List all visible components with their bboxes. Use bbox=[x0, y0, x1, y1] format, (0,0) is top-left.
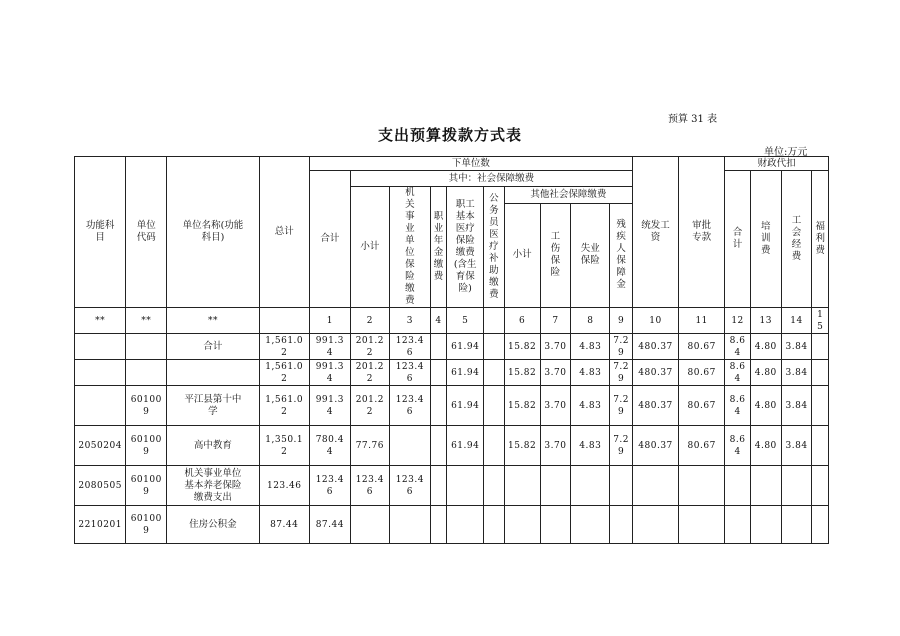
value-cell: 123.46 bbox=[350, 466, 389, 506]
value-cell: 480.37 bbox=[632, 360, 678, 386]
index-cell: 14 bbox=[781, 308, 812, 334]
value-cell: 3.84 bbox=[781, 386, 812, 426]
value-cell bbox=[430, 426, 446, 466]
value-cell: 4.80 bbox=[750, 426, 781, 466]
value-cell: 123.46 bbox=[389, 334, 430, 360]
index-cell: 13 bbox=[750, 308, 781, 334]
unit-name-cell bbox=[167, 360, 259, 386]
value-cell bbox=[812, 386, 829, 426]
index-cell: 8 bbox=[571, 308, 610, 334]
header-social-security: 其中：社会保障缴费 bbox=[350, 171, 632, 187]
value-cell bbox=[571, 506, 610, 544]
index-cell: 3 bbox=[389, 308, 430, 334]
unit-name-cell: 高中教育 bbox=[167, 426, 259, 466]
header-total: 总计 bbox=[259, 157, 309, 308]
value-cell: 4.83 bbox=[571, 386, 610, 426]
header-welfare: 福利费 bbox=[812, 171, 829, 308]
value-cell: 4.83 bbox=[571, 360, 610, 386]
value-cell bbox=[430, 334, 446, 360]
value-cell: 80.67 bbox=[679, 360, 725, 386]
value-cell bbox=[447, 506, 484, 544]
unit-name-cell: 住房公积金 bbox=[167, 506, 259, 544]
value-cell: 201.22 bbox=[350, 334, 389, 360]
value-cell: 3.84 bbox=[781, 426, 812, 466]
header-other-social: 其他社会保障缴费 bbox=[504, 187, 632, 204]
index-cell: 4 bbox=[430, 308, 446, 334]
header-unit-code: 单位代码 bbox=[126, 157, 167, 308]
value-cell: 3.70 bbox=[540, 360, 571, 386]
value-cell: 480.37 bbox=[632, 334, 678, 360]
value-cell bbox=[484, 334, 505, 360]
value-cell: 1,561.02 bbox=[259, 386, 309, 426]
value-cell bbox=[610, 466, 633, 506]
value-cell: 1,350.12 bbox=[259, 426, 309, 466]
value-cell bbox=[632, 466, 678, 506]
index-cell bbox=[484, 308, 505, 334]
index-cell: 15 bbox=[812, 308, 829, 334]
header-approved: 审批专款 bbox=[679, 157, 725, 308]
index-cell: 5 bbox=[447, 308, 484, 334]
value-cell bbox=[484, 506, 505, 544]
table-number: 预算 31 表 bbox=[668, 114, 718, 125]
unit-code-cell: 601009 bbox=[126, 426, 167, 466]
value-cell: 3.84 bbox=[781, 360, 812, 386]
value-cell: 4.80 bbox=[750, 386, 781, 426]
index-cell: ** bbox=[75, 308, 126, 334]
unit-name-cell: 合计 bbox=[167, 334, 259, 360]
value-cell: 123.46 bbox=[309, 466, 350, 506]
value-cell: 61.94 bbox=[447, 360, 484, 386]
value-cell bbox=[430, 360, 446, 386]
header-unit-name: 单位名称(功能科目) bbox=[167, 157, 259, 308]
value-cell: 61.94 bbox=[447, 426, 484, 466]
unit-name-cell: 机关事业单位基本养老保险缴费支出 bbox=[167, 466, 259, 506]
value-cell: 123.46 bbox=[389, 386, 430, 426]
func-code-cell bbox=[75, 360, 126, 386]
value-cell: 87.44 bbox=[259, 506, 309, 544]
value-cell bbox=[484, 360, 505, 386]
value-cell: 3.70 bbox=[540, 386, 571, 426]
value-cell bbox=[540, 466, 571, 506]
header-finance-withhold: 财政代扣 bbox=[725, 157, 829, 171]
value-cell bbox=[430, 386, 446, 426]
value-cell bbox=[430, 506, 446, 544]
index-cell: 7 bbox=[540, 308, 571, 334]
index-cell: 2 bbox=[350, 308, 389, 334]
value-cell: 15.82 bbox=[504, 386, 540, 426]
value-cell bbox=[350, 506, 389, 544]
value-cell: 7.29 bbox=[610, 360, 633, 386]
value-cell: 991.34 bbox=[309, 386, 350, 426]
value-cell bbox=[484, 466, 505, 506]
index-cell bbox=[259, 308, 309, 334]
value-cell bbox=[389, 506, 430, 544]
header-unified-salary: 统发工资 bbox=[632, 157, 678, 308]
value-cell bbox=[812, 426, 829, 466]
value-cell: 4.83 bbox=[571, 426, 610, 466]
value-cell: 4.80 bbox=[750, 360, 781, 386]
index-cell: 6 bbox=[504, 308, 540, 334]
value-cell: 1,561.02 bbox=[259, 360, 309, 386]
func-code-cell: 2080505 bbox=[75, 466, 126, 506]
value-cell: 4.80 bbox=[750, 334, 781, 360]
value-cell bbox=[430, 466, 446, 506]
value-cell: 7.29 bbox=[610, 334, 633, 360]
value-cell: 7.29 bbox=[610, 426, 633, 466]
value-cell bbox=[812, 334, 829, 360]
value-cell: 123.46 bbox=[389, 360, 430, 386]
value-cell bbox=[812, 466, 829, 506]
table-row bbox=[75, 426, 829, 466]
header-injury: 工伤保险 bbox=[540, 203, 571, 307]
header-pension: 机关事业单位保险缴费 bbox=[389, 187, 430, 308]
header-occupational: 职业年金缴费 bbox=[430, 187, 446, 308]
value-cell: 4.83 bbox=[571, 334, 610, 360]
value-cell: 8.64 bbox=[725, 360, 751, 386]
unit-code-cell: 601009 bbox=[126, 466, 167, 506]
value-cell: 61.94 bbox=[447, 334, 484, 360]
value-cell bbox=[679, 466, 725, 506]
value-cell bbox=[812, 506, 829, 544]
value-cell bbox=[725, 506, 751, 544]
value-cell bbox=[571, 466, 610, 506]
func-code-cell bbox=[75, 386, 126, 426]
value-cell: 780.44 bbox=[309, 426, 350, 466]
table-row bbox=[75, 466, 829, 506]
value-cell: 1,561.02 bbox=[259, 334, 309, 360]
value-cell bbox=[610, 506, 633, 544]
data-rows bbox=[75, 334, 829, 544]
value-cell: 3.84 bbox=[781, 334, 812, 360]
value-cell bbox=[750, 506, 781, 544]
value-cell: 80.67 bbox=[679, 426, 725, 466]
table-row bbox=[75, 360, 829, 386]
page-title: 支出预算拨款方式表 bbox=[377, 126, 522, 144]
unit-name-cell: 平江县第十中学 bbox=[167, 386, 259, 426]
index-cell: 10 bbox=[632, 308, 678, 334]
value-cell bbox=[632, 506, 678, 544]
value-cell bbox=[725, 466, 751, 506]
func-code-cell bbox=[75, 334, 126, 360]
value-cell: 8.64 bbox=[725, 426, 751, 466]
value-cell bbox=[484, 386, 505, 426]
value-cell: 201.22 bbox=[350, 360, 389, 386]
index-cell: ** bbox=[126, 308, 167, 334]
value-cell bbox=[540, 506, 571, 544]
budget-table bbox=[74, 156, 829, 544]
value-cell: 7.29 bbox=[610, 386, 633, 426]
value-cell bbox=[484, 426, 505, 466]
value-cell: 8.64 bbox=[725, 386, 751, 426]
value-cell bbox=[389, 426, 430, 466]
value-cell bbox=[504, 506, 540, 544]
table-header bbox=[75, 157, 829, 308]
value-cell: 80.67 bbox=[679, 386, 725, 426]
index-cell: 12 bbox=[725, 308, 751, 334]
value-cell bbox=[750, 466, 781, 506]
value-cell bbox=[679, 506, 725, 544]
value-cell: 123.46 bbox=[259, 466, 309, 506]
index-row-group bbox=[75, 308, 829, 334]
value-cell: 15.82 bbox=[504, 360, 540, 386]
header-disability: 残疾人保障金 bbox=[610, 203, 633, 307]
header-union: 工会经费 bbox=[781, 171, 812, 308]
func-code-cell: 2210201 bbox=[75, 506, 126, 544]
index-row bbox=[75, 308, 829, 334]
func-code-cell: 2050204 bbox=[75, 426, 126, 466]
value-cell: 77.76 bbox=[350, 426, 389, 466]
header-subtotal-all: 合计 bbox=[309, 171, 350, 308]
header-unemployment: 失业保险 bbox=[571, 203, 610, 307]
unit-label: 单位:万元 bbox=[764, 147, 808, 158]
value-cell: 201.22 bbox=[350, 386, 389, 426]
unit-code-cell bbox=[126, 334, 167, 360]
value-cell: 3.70 bbox=[540, 426, 571, 466]
index-cell: 9 bbox=[610, 308, 633, 334]
header-subtotal: 小计 bbox=[350, 187, 389, 308]
header-func-code: 功能科目 bbox=[75, 157, 126, 308]
value-cell: 991.34 bbox=[309, 334, 350, 360]
header-training: 培训费 bbox=[750, 171, 781, 308]
header-medical: 职工基本医疗保险缴费(含生育保险) bbox=[447, 187, 484, 308]
value-cell: 80.67 bbox=[679, 334, 725, 360]
header-civil-medical: 公务员医疗补助缴费 bbox=[484, 187, 505, 308]
value-cell: 991.34 bbox=[309, 360, 350, 386]
table-row bbox=[75, 386, 829, 426]
value-cell: 480.37 bbox=[632, 386, 678, 426]
value-cell: 480.37 bbox=[632, 426, 678, 466]
value-cell: 123.46 bbox=[389, 466, 430, 506]
value-cell: 61.94 bbox=[447, 386, 484, 426]
header-fw-total: 合计 bbox=[725, 171, 751, 308]
value-cell bbox=[812, 360, 829, 386]
index-cell: 1 bbox=[309, 308, 350, 334]
value-cell: 3.70 bbox=[540, 334, 571, 360]
index-cell: ** bbox=[167, 308, 259, 334]
value-cell: 8.64 bbox=[725, 334, 751, 360]
value-cell bbox=[781, 466, 812, 506]
value-cell: 15.82 bbox=[504, 426, 540, 466]
table-row bbox=[75, 506, 829, 544]
value-cell: 15.82 bbox=[504, 334, 540, 360]
index-cell: 11 bbox=[679, 308, 725, 334]
value-cell: 87.44 bbox=[309, 506, 350, 544]
unit-code-cell: 601009 bbox=[126, 386, 167, 426]
table-row bbox=[75, 334, 829, 360]
value-cell bbox=[447, 466, 484, 506]
header-other-subtotal: 小计 bbox=[504, 203, 540, 307]
header-lower-units: 下单位数 bbox=[309, 157, 632, 171]
unit-code-cell: 601009 bbox=[126, 506, 167, 544]
value-cell bbox=[504, 466, 540, 506]
unit-code-cell bbox=[126, 360, 167, 386]
value-cell bbox=[781, 506, 812, 544]
